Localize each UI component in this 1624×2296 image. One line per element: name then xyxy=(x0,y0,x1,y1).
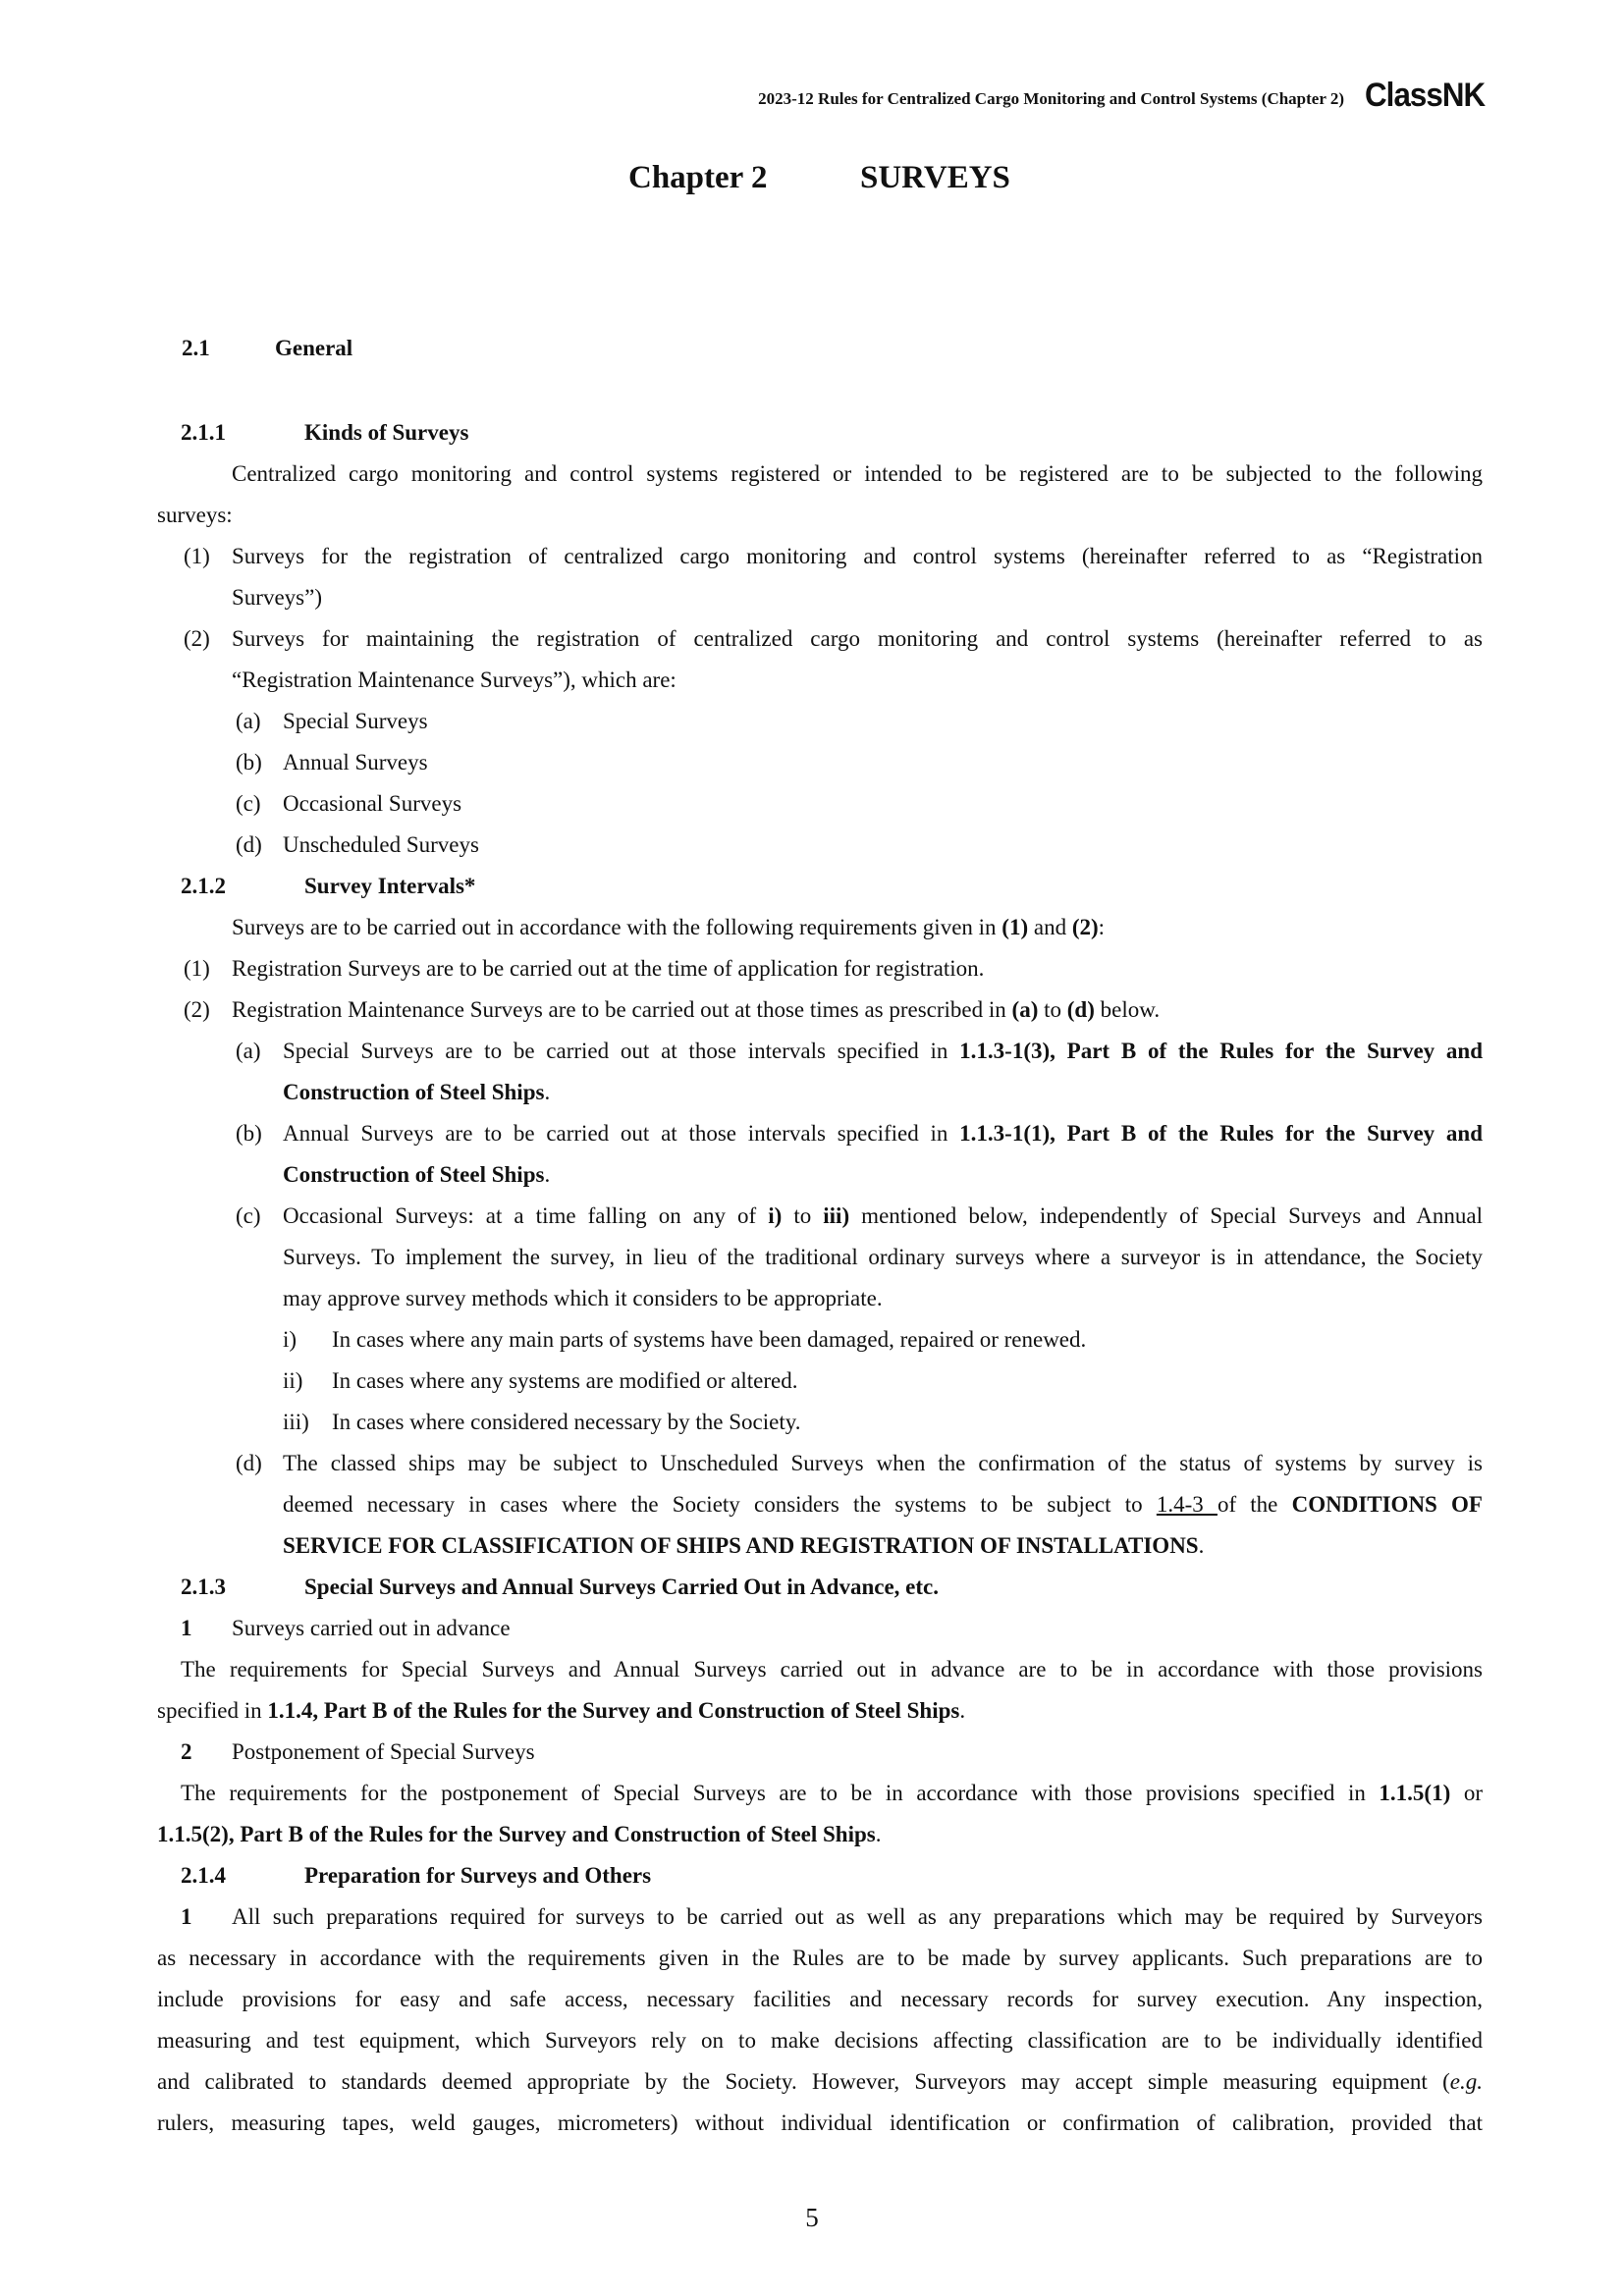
paragraph-text: All such preparations required for surveys to be carried out as well as any preparations which may be required by Surveyors xyxy=(232,1904,1483,1929)
running-header: 2023-12 Rules for Centralized Cargo Monitoring and Control Systems (Chapter 2) xyxy=(758,89,1344,108)
list-marker: (1) xyxy=(184,956,210,981)
paragraph-title: Surveys carried out in advance xyxy=(232,1616,511,1640)
paragraph-line: Centralized cargo monitoring and control systems registered or intended to be registered are to be subjected to the following xyxy=(232,461,1483,486)
paragraph-line: and calibrated to standards deemed appropriate by the Society. However, Surveyors may accept simple measuring equipment (e.g. xyxy=(157,2069,1483,2094)
list-item-continuation: deemed necessary in cases where the Society considers the systems to be subject to 1.4-3 of the CONDITIONS OF xyxy=(283,1492,1483,1517)
list-item-text: Annual Surveys are to be carried out at those intervals specified in 1.1.3-1(1), Part B of the Rules for the Survey and xyxy=(283,1121,1483,1146)
list-marker: (d) xyxy=(236,1451,262,1475)
paragraph-line: Surveys are to be carried out in accordance with the following requirements given in (1) and (2): xyxy=(232,915,1106,939)
list-marker: (a) xyxy=(236,709,261,733)
list-subitem xyxy=(157,1443,1483,1484)
list-marker: iii) xyxy=(283,1410,309,1434)
paragraph-line: 1.1.5(2), Part B of the Rules for the Survey and Construction of Steel Ships. xyxy=(157,1822,882,1846)
paragraph-line: rulers, measuring tapes, weld gauges, micrometers) without individual identification or confirmation of calibration, provided that xyxy=(157,2110,1483,2135)
list-item-text: In cases where any main parts of systems have been damaged, repaired or renewed. xyxy=(332,1327,1087,1352)
paragraph-line: The requirements for the postponement of Special Surveys are to be in accordance with those provisions specified in 1.1.5(1) or xyxy=(181,1781,1483,1805)
subsection-number: 2.1.4 xyxy=(181,1863,226,1888)
list-item-text: Occasional Surveys xyxy=(283,791,462,816)
subsection-title: Special Surveys and Annual Surveys Carried Out in Advance, etc. xyxy=(304,1575,939,1599)
list-item-continuation: “Registration Maintenance Surveys”), which are: xyxy=(232,667,677,692)
paragraph-heading xyxy=(157,1732,1483,1773)
list-item-text: Occasional Surveys: at a time falling on any of i) to iii) mentioned below, independently of Special Surveys and Annual xyxy=(283,1203,1483,1228)
list-subitem xyxy=(157,1113,1483,1154)
list-item-continuation: Construction of Steel Ships. xyxy=(283,1080,551,1104)
subsection-heading-2-1-2 xyxy=(157,866,1483,907)
list-subitem xyxy=(157,742,1483,783)
list-subitem xyxy=(157,783,1483,825)
list-item-text: Special Surveys are to be carried out at those intervals specified in 1.1.3-1(3), Part B of the Rules for the Survey and xyxy=(283,1039,1483,1063)
paragraph-number: 1 xyxy=(181,1904,192,1929)
list-marker: (1) xyxy=(184,544,210,568)
page-number: 5 xyxy=(805,2203,819,2232)
list-marker: (c) xyxy=(236,1203,261,1228)
paragraph-number: 1 xyxy=(181,1616,192,1640)
list-item-continuation: Surveys. To implement the survey, in lieu of the traditional ordinary surveys where a surveyor is in attendance, the Society xyxy=(283,1245,1483,1269)
list-item-text: Annual Surveys xyxy=(283,750,428,774)
subsection-number: 2.1.2 xyxy=(181,874,226,898)
list-item-text: Special Surveys xyxy=(283,709,428,733)
paragraph-line: surveys: xyxy=(157,503,233,527)
list-marker: (c) xyxy=(236,791,261,816)
paragraph-line: as necessary in accordance with the requirements given in the Rules are to be made by survey applicants. Such preparations are to xyxy=(157,1946,1483,1970)
subsection-title: Preparation for Surveys and Others xyxy=(304,1863,652,1888)
paragraph-line xyxy=(157,1896,1483,1938)
subsection-heading-2-1-1 xyxy=(157,412,1483,454)
list-item xyxy=(157,948,1483,989)
list-marker: (2) xyxy=(184,626,210,651)
paragraph-line: The requirements for Special Surveys and Annual Surveys carried out in advance are to be in accordance with those provisions xyxy=(181,1657,1483,1682)
classnk-logo: ClassNK xyxy=(1365,77,1486,114)
list-item xyxy=(157,536,1483,577)
list-subitem xyxy=(157,701,1483,742)
list-item-text: In cases where any systems are modified or altered. xyxy=(332,1368,798,1393)
list-marker: (b) xyxy=(236,1121,262,1146)
list-marker: (a) xyxy=(236,1039,261,1063)
list-marker: ii) xyxy=(283,1368,303,1393)
subsection-number: 2.1.1 xyxy=(181,420,226,445)
list-item-text: Registration Surveys are to be carried out at the time of application for registration. xyxy=(232,956,985,981)
subsection-title: Survey Intervals* xyxy=(304,874,476,898)
cross-reference-link: 1.4-3 xyxy=(1156,1492,1218,1517)
list-marker: (2) xyxy=(184,997,210,1022)
paragraph-number: 2 xyxy=(181,1739,192,1764)
list-subsubitem xyxy=(157,1319,1483,1361)
list-item-text: In cases where considered necessary by the Society. xyxy=(332,1410,801,1434)
document-body xyxy=(157,412,1483,2144)
chapter-title: SURVEYS xyxy=(860,160,1010,195)
paragraph-line: specified in 1.1.4, Part B of the Rules for the Survey and Construction of Steel Ships. xyxy=(157,1698,966,1723)
list-subsubitem xyxy=(157,1402,1483,1443)
subsection-title: Kinds of Surveys xyxy=(304,420,469,445)
paragraph-title: Postponement of Special Surveys xyxy=(232,1739,535,1764)
list-subitem xyxy=(157,1196,1483,1237)
list-item-text: Unscheduled Surveys xyxy=(283,832,479,857)
list-item-text: The classed ships may be subject to Unscheduled Surveys when the confirmation of the status of systems by survey is xyxy=(283,1451,1483,1475)
chapter-number: Chapter 2 xyxy=(628,160,768,195)
section-title: General xyxy=(275,336,353,360)
subsection-number: 2.1.3 xyxy=(181,1575,226,1599)
paragraph-heading xyxy=(157,1608,1483,1649)
paragraph-line: measuring and test equipment, which Surveyors rely on to make decisions affecting classification are to be individually identified xyxy=(157,2028,1483,2053)
list-item-continuation: Construction of Steel Ships. xyxy=(283,1162,551,1187)
list-item-text: Registration Maintenance Surveys are to be carried out at those times as prescribed in (a) to (d) below. xyxy=(232,997,1161,1022)
list-subitem xyxy=(157,825,1483,866)
list-item-text: Surveys for the registration of centralized cargo monitoring and control systems (hereinafter referred to as “Registration xyxy=(232,544,1483,568)
subsection-heading-2-1-4 xyxy=(157,1855,1483,1896)
paragraph-line: include provisions for easy and safe access, necessary facilities and necessary records for survey execution. Any inspection, xyxy=(157,1987,1483,2011)
list-marker: (d) xyxy=(236,832,262,857)
list-item-continuation: may approve survey methods which it considers to be appropriate. xyxy=(283,1286,883,1310)
list-item-continuation: Surveys”) xyxy=(232,585,322,610)
list-item xyxy=(157,618,1483,660)
list-subsubitem xyxy=(157,1361,1483,1402)
list-marker: i) xyxy=(283,1327,298,1352)
list-item-continuation: SERVICE FOR CLASSIFICATION OF SHIPS AND REGISTRATION OF INSTALLATIONS. xyxy=(283,1533,1205,1558)
list-subitem xyxy=(157,1031,1483,1072)
list-marker: (b) xyxy=(236,750,262,774)
list-item xyxy=(157,989,1483,1031)
section-number: 2.1 xyxy=(182,336,210,360)
list-item-text: Surveys for maintaining the registration of centralized cargo monitoring and control systems (hereinafter referred to as xyxy=(232,626,1483,651)
subsection-heading-2-1-3 xyxy=(157,1567,1483,1608)
